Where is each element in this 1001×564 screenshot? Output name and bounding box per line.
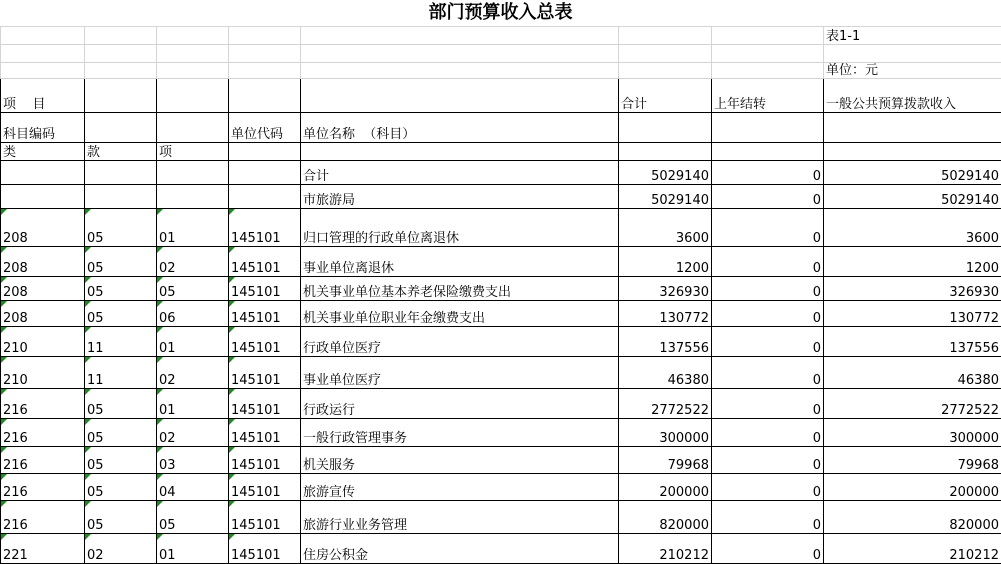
summary-general[interactable]: 5029140 [824, 185, 1001, 209]
summary-total[interactable]: 5029140 [619, 185, 712, 209]
unit-label[interactable]: 单位：元 [824, 63, 1001, 79]
table-row [1, 327, 1001, 357]
cell-unit-code[interactable]: 145101 [229, 447, 301, 474]
cell-unit-name[interactable]: 旅游行业业务管理 [301, 501, 619, 534]
cell-general[interactable]: 1200 [824, 247, 1001, 277]
cell-unit-name[interactable]: 事业单位离退休 [301, 247, 619, 277]
header-general-budget[interactable]: 一般公共预算拨款收入 [824, 79, 1001, 113]
cell-xiang[interactable]: 02 [157, 247, 229, 277]
table-row [1, 247, 1001, 277]
cell-lei[interactable]: 208 [1, 209, 85, 247]
cell-kuan[interactable]: 05 [85, 389, 157, 419]
cell-xiang[interactable]: 01 [157, 389, 229, 419]
summary-carryover[interactable]: 0 [712, 185, 824, 209]
cell-xiang[interactable]: 02 [157, 419, 229, 447]
cell-lei[interactable]: 208 [1, 301, 85, 327]
cell-unit-code[interactable]: 145101 [229, 389, 301, 419]
cell-kuan[interactable]: 11 [85, 327, 157, 357]
cell-carryover[interactable]: 0 [712, 447, 824, 474]
cell-unit-name[interactable]: 一般行政管理事务 [301, 419, 619, 447]
cell-kuan[interactable]: 05 [85, 447, 157, 474]
table-row [1, 501, 1001, 534]
cell-kuan[interactable]: 02 [85, 534, 157, 564]
cell-general[interactable]: 137556 [824, 327, 1001, 357]
cell-unit-code[interactable]: 145101 [229, 501, 301, 534]
cell-lei[interactable]: 208 [1, 277, 85, 301]
cell-total[interactable]: 200000 [619, 474, 712, 501]
header-row-2 [1, 113, 1001, 143]
table-row [1, 534, 1001, 564]
cell-lei[interactable]: 216 [1, 474, 85, 501]
cell-unit-name[interactable]: 机关事业单位职业年金缴费支出 [301, 301, 619, 327]
cell-carryover[interactable]: 0 [712, 474, 824, 501]
summary-row [1, 185, 1001, 209]
cell-carryover[interactable]: 0 [712, 301, 824, 327]
header-item[interactable]: 项 目 [1, 79, 85, 113]
table-row [1, 301, 1001, 327]
cell-lei[interactable]: 221 [1, 534, 85, 564]
cell-lei[interactable]: 210 [1, 357, 85, 389]
cell-total[interactable]: 1200 [619, 247, 712, 277]
cell-unit-name[interactable]: 机关事业单位基本养老保险缴费支出 [301, 277, 619, 301]
summary-name[interactable]: 合计 [301, 161, 619, 185]
cell-kuan[interactable]: 05 [85, 301, 157, 327]
table-row [1, 209, 1001, 247]
cell-unit-name[interactable]: 事业单位医疗 [301, 357, 619, 389]
header-subject-code[interactable]: 科目编码 [1, 113, 85, 143]
cell-kuan[interactable]: 05 [85, 247, 157, 277]
cell-kuan[interactable]: 05 [85, 277, 157, 301]
cell-xiang[interactable]: 01 [157, 209, 229, 247]
blank-row [1, 45, 1001, 63]
cell-total[interactable]: 130772 [619, 301, 712, 327]
cell-total[interactable]: 79968 [619, 447, 712, 474]
cell-carryover[interactable]: 0 [712, 389, 824, 419]
header-kuan[interactable]: 款 [85, 143, 157, 161]
table-row [1, 419, 1001, 447]
cell-carryover[interactable]: 0 [712, 534, 824, 564]
cell-unit-name[interactable]: 住房公积金 [301, 534, 619, 564]
blank-row [1, 27, 1001, 45]
cell-total[interactable]: 326930 [619, 277, 712, 301]
cell-general[interactable]: 210212 [824, 534, 1001, 564]
cell-total[interactable]: 3600 [619, 209, 712, 247]
summary-name[interactable]: 市旅游局 [301, 185, 619, 209]
cell-xiang[interactable]: 04 [157, 474, 229, 501]
budget-table [0, 26, 1001, 564]
cell-total[interactable]: 46380 [619, 357, 712, 389]
cell-xiang[interactable]: 06 [157, 301, 229, 327]
cell-general[interactable]: 820000 [824, 501, 1001, 534]
cell-total[interactable]: 137556 [619, 327, 712, 357]
cell-xiang[interactable]: 03 [157, 447, 229, 474]
cell-xiang[interactable]: 05 [157, 501, 229, 534]
cell-kuan[interactable]: 11 [85, 357, 157, 389]
cell-kuan[interactable]: 05 [85, 501, 157, 534]
cell-unit-name[interactable]: 归口管理的行政单位离退休 [301, 209, 619, 247]
header-lei[interactable]: 类 [1, 143, 85, 161]
cell-lei[interactable]: 210 [1, 327, 85, 357]
cell-carryover[interactable]: 0 [712, 247, 824, 277]
cell-xiang[interactable]: 01 [157, 327, 229, 357]
summary-row [1, 161, 1001, 185]
header-row-1 [1, 79, 1001, 113]
page-title: 部门预算收入总表 [428, 2, 573, 23]
summary-general[interactable]: 5029140 [824, 161, 1001, 185]
cell-carryover[interactable]: 0 [712, 357, 824, 389]
cell-unit-name[interactable]: 旅游宣传 [301, 474, 619, 501]
cell-unit-code[interactable]: 145101 [229, 357, 301, 389]
header-unit-code[interactable]: 单位代码 [229, 113, 301, 143]
cell-unit-code[interactable]: 145101 [229, 209, 301, 247]
cell-general[interactable]: 79968 [824, 447, 1001, 474]
cell-carryover[interactable]: 0 [712, 209, 824, 247]
header-row-3 [1, 143, 1001, 161]
table-row [1, 447, 1001, 474]
table-row [1, 357, 1001, 389]
cell-xiang[interactable]: 05 [157, 277, 229, 301]
cell-unit-code[interactable]: 145101 [229, 277, 301, 301]
cell-unit-code[interactable]: 145101 [229, 301, 301, 327]
cell-unit-code[interactable]: 145101 [229, 474, 301, 501]
summary-total[interactable]: 5029140 [619, 161, 712, 185]
cell-lei[interactable]: 208 [1, 247, 85, 277]
cell-unit-code[interactable]: 145101 [229, 247, 301, 277]
blank-row [1, 63, 1001, 79]
cell-carryover[interactable]: 0 [712, 277, 824, 301]
cell-carryover[interactable]: 0 [712, 419, 824, 447]
cell-xiang[interactable]: 02 [157, 357, 229, 389]
header-xiang[interactable]: 项 [157, 143, 229, 161]
cell-kuan[interactable]: 05 [85, 474, 157, 501]
summary-carryover[interactable]: 0 [712, 161, 824, 185]
cell-general[interactable]: 46380 [824, 357, 1001, 389]
cell-carryover[interactable]: 0 [712, 501, 824, 534]
cell-general[interactable]: 200000 [824, 474, 1001, 501]
cell-general[interactable]: 326930 [824, 277, 1001, 301]
cell-total[interactable]: 820000 [619, 501, 712, 534]
header-total[interactable]: 合计 [619, 79, 712, 113]
cell-general[interactable]: 130772 [824, 301, 1001, 327]
table-row [1, 474, 1001, 501]
table-row [1, 389, 1001, 419]
table-number[interactable]: 表1-1 [824, 27, 1001, 45]
cell-xiang[interactable]: 01 [157, 534, 229, 564]
header-unit-name[interactable]: 单位名称 （科目） [301, 113, 619, 143]
cell-unit-code[interactable]: 145101 [229, 419, 301, 447]
cell-general[interactable]: 2772522 [824, 389, 1001, 419]
cell-unit-name[interactable]: 行政单位医疗 [301, 327, 619, 357]
cell-lei[interactable]: 216 [1, 447, 85, 474]
cell-unit-code[interactable]: 145101 [229, 534, 301, 564]
cell-total[interactable]: 300000 [619, 419, 712, 447]
cell-unit-code[interactable]: 145101 [229, 327, 301, 357]
table-row [1, 277, 1001, 301]
header-carryover[interactable]: 上年结转 [712, 79, 824, 113]
cell-unit-name[interactable]: 机关服务 [301, 447, 619, 474]
cell-unit-name[interactable]: 行政运行 [301, 389, 619, 419]
cell-total[interactable]: 210212 [619, 534, 712, 564]
cell-carryover[interactable]: 0 [712, 327, 824, 357]
cell-kuan[interactable]: 05 [85, 419, 157, 447]
cell-lei[interactable]: 216 [1, 501, 85, 534]
cell-kuan[interactable]: 05 [85, 209, 157, 247]
cell-total[interactable]: 2772522 [619, 389, 712, 419]
cell-lei[interactable]: 216 [1, 419, 85, 447]
cell-general[interactable]: 300000 [824, 419, 1001, 447]
cell-lei[interactable]: 216 [1, 389, 85, 419]
cell-general[interactable]: 3600 [824, 209, 1001, 247]
